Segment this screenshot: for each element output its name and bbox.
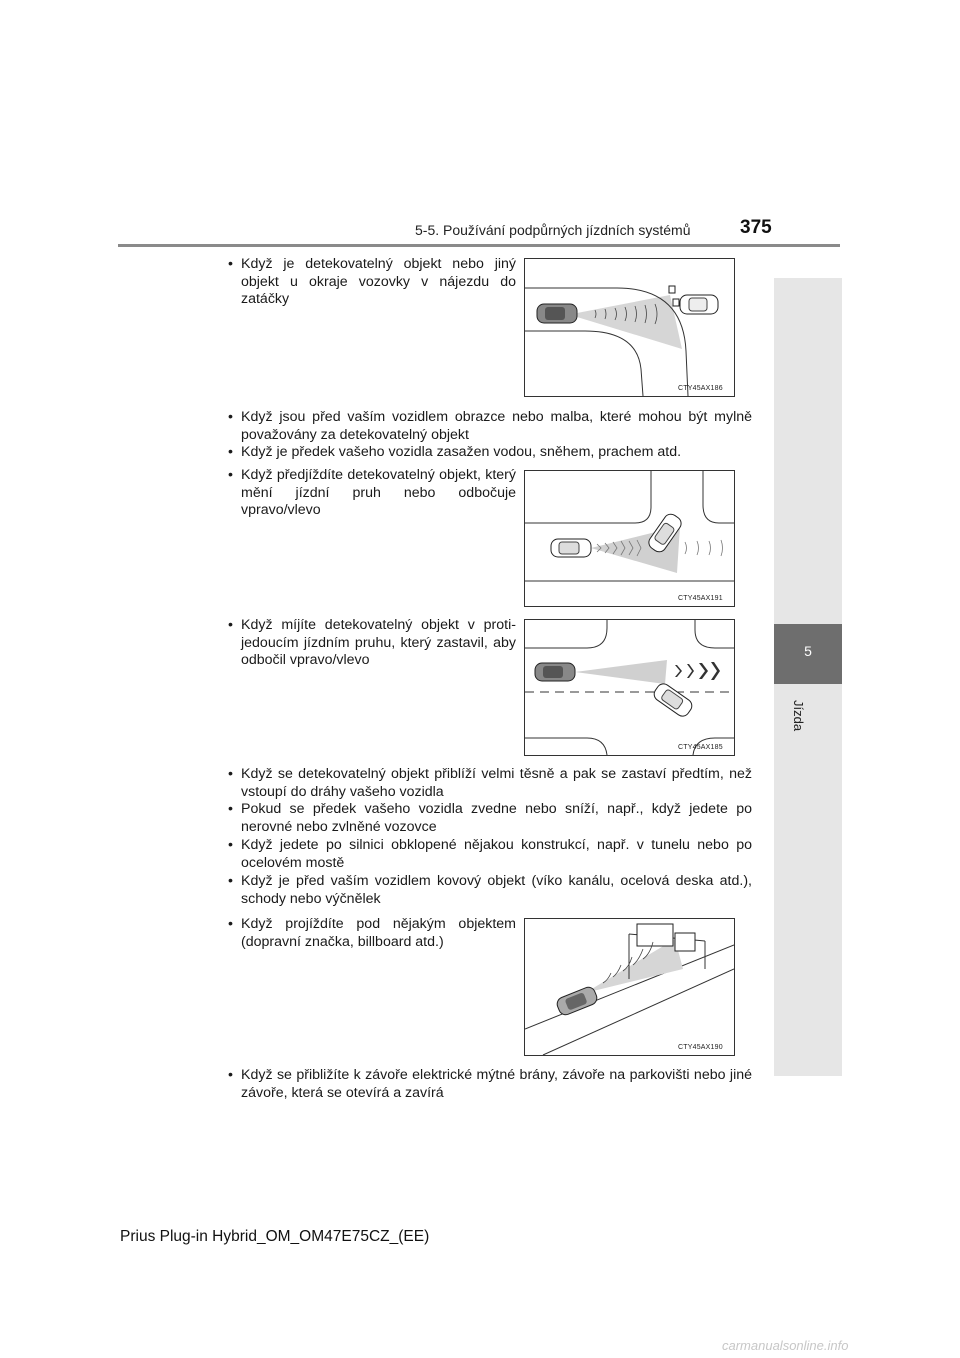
figure-caption: CTY45AX190	[678, 1044, 723, 1051]
list-item-text: Když se detekovatelný objekt přiblíží velmi těsně a pak se zastaví předtím, než vstoupí do dráhy vašeho vozidla	[241, 766, 752, 800]
figure-caption: CTY45AX191	[678, 595, 723, 602]
figure-oncoming-turn	[524, 619, 735, 756]
list-item	[228, 873, 752, 908]
header-rule	[118, 244, 840, 247]
figure-caption: CTY45AX185	[678, 744, 723, 751]
list-item-text: Když se přibližíte k závoře elektrické mýtné brány, závoře na parkovišti nebo jiné závoře, která se otevírá a zavírá	[241, 1067, 752, 1101]
list-item-text: Když je detekovatelný objekt nebo jiný objekt u okraje vozovky v nájezdu do zatáčky	[241, 256, 516, 307]
list-item-text: Když projíždíte pod nějakým objektem (dopravní značka, billboard atd.)	[241, 916, 516, 950]
list-item-text: Když je před vaším vozidlem kovový objekt (víko kanálu, ocelová deska atd.), schody nebo výčnělek	[241, 873, 752, 907]
list-item	[228, 801, 752, 836]
watermark: carmanualsonline.info	[722, 1338, 849, 1353]
page-number: 375	[740, 217, 772, 238]
figure-curve-entry	[524, 258, 735, 397]
list-item	[228, 409, 752, 444]
list-item	[228, 916, 516, 951]
bullet: •	[228, 837, 233, 853]
chapter-tab-lower	[774, 684, 842, 1076]
list-item	[228, 467, 516, 520]
list-item	[228, 1067, 752, 1102]
bullet: •	[228, 256, 233, 272]
figure-lane-change	[524, 470, 735, 607]
bullet: •	[228, 617, 233, 633]
bullet: •	[228, 801, 233, 817]
list-item	[228, 444, 768, 462]
bullet: •	[228, 444, 233, 460]
list-item-text: Když jsou před vaším vozidlem obrazce nebo malba, které mohou být mylně považovány za detekovatelný objekt	[241, 409, 752, 443]
list-item	[228, 766, 752, 801]
figure-caption: CTY45AX186	[678, 385, 723, 392]
chapter-tab-upper	[774, 278, 842, 624]
chapter-title: Jízda	[791, 700, 806, 732]
bullet: •	[228, 467, 233, 483]
chapter-number: 5	[804, 643, 812, 659]
bullet: •	[228, 873, 233, 889]
list-item-text: Když jedete po silnici obklopené nějakou konstrukcí, např. v tunelu nebo po ocelovém mostě	[241, 837, 752, 871]
bullet: •	[228, 409, 233, 425]
figure-overhead-sign	[524, 918, 735, 1056]
bullet: •	[228, 1067, 233, 1083]
list-item	[228, 837, 752, 872]
footer-manual-id: Prius Plug-in Hybrid_OM_OM47E75CZ_(EE)	[120, 1228, 430, 1245]
bullet: •	[228, 766, 233, 782]
bullet: •	[228, 916, 233, 932]
list-item	[228, 256, 516, 309]
list-item	[228, 617, 516, 670]
list-item-text: Pokud se předek vašeho vozidla zvedne nebo sníží, např., když jedete po nerovné nebo zvlněné vozovce	[241, 801, 752, 835]
section-title: 5-5. Používání podpůrných jízdních systémů	[415, 222, 691, 238]
list-item-text: Když je předek vašeho vozidla zasažen vodou, sněhem, prachem atd.	[241, 444, 682, 460]
list-item-text: Když míjíte detekovatelný objekt v proti-jedoucím jízdním pruhu, který zastavil, aby odbočil vpravo/vlevo	[241, 617, 516, 668]
list-item-text: Když předjíždíte detekovatelný objekt, který mění jízdní pruh nebo odbočuje vpravo/vlevo	[241, 467, 516, 518]
